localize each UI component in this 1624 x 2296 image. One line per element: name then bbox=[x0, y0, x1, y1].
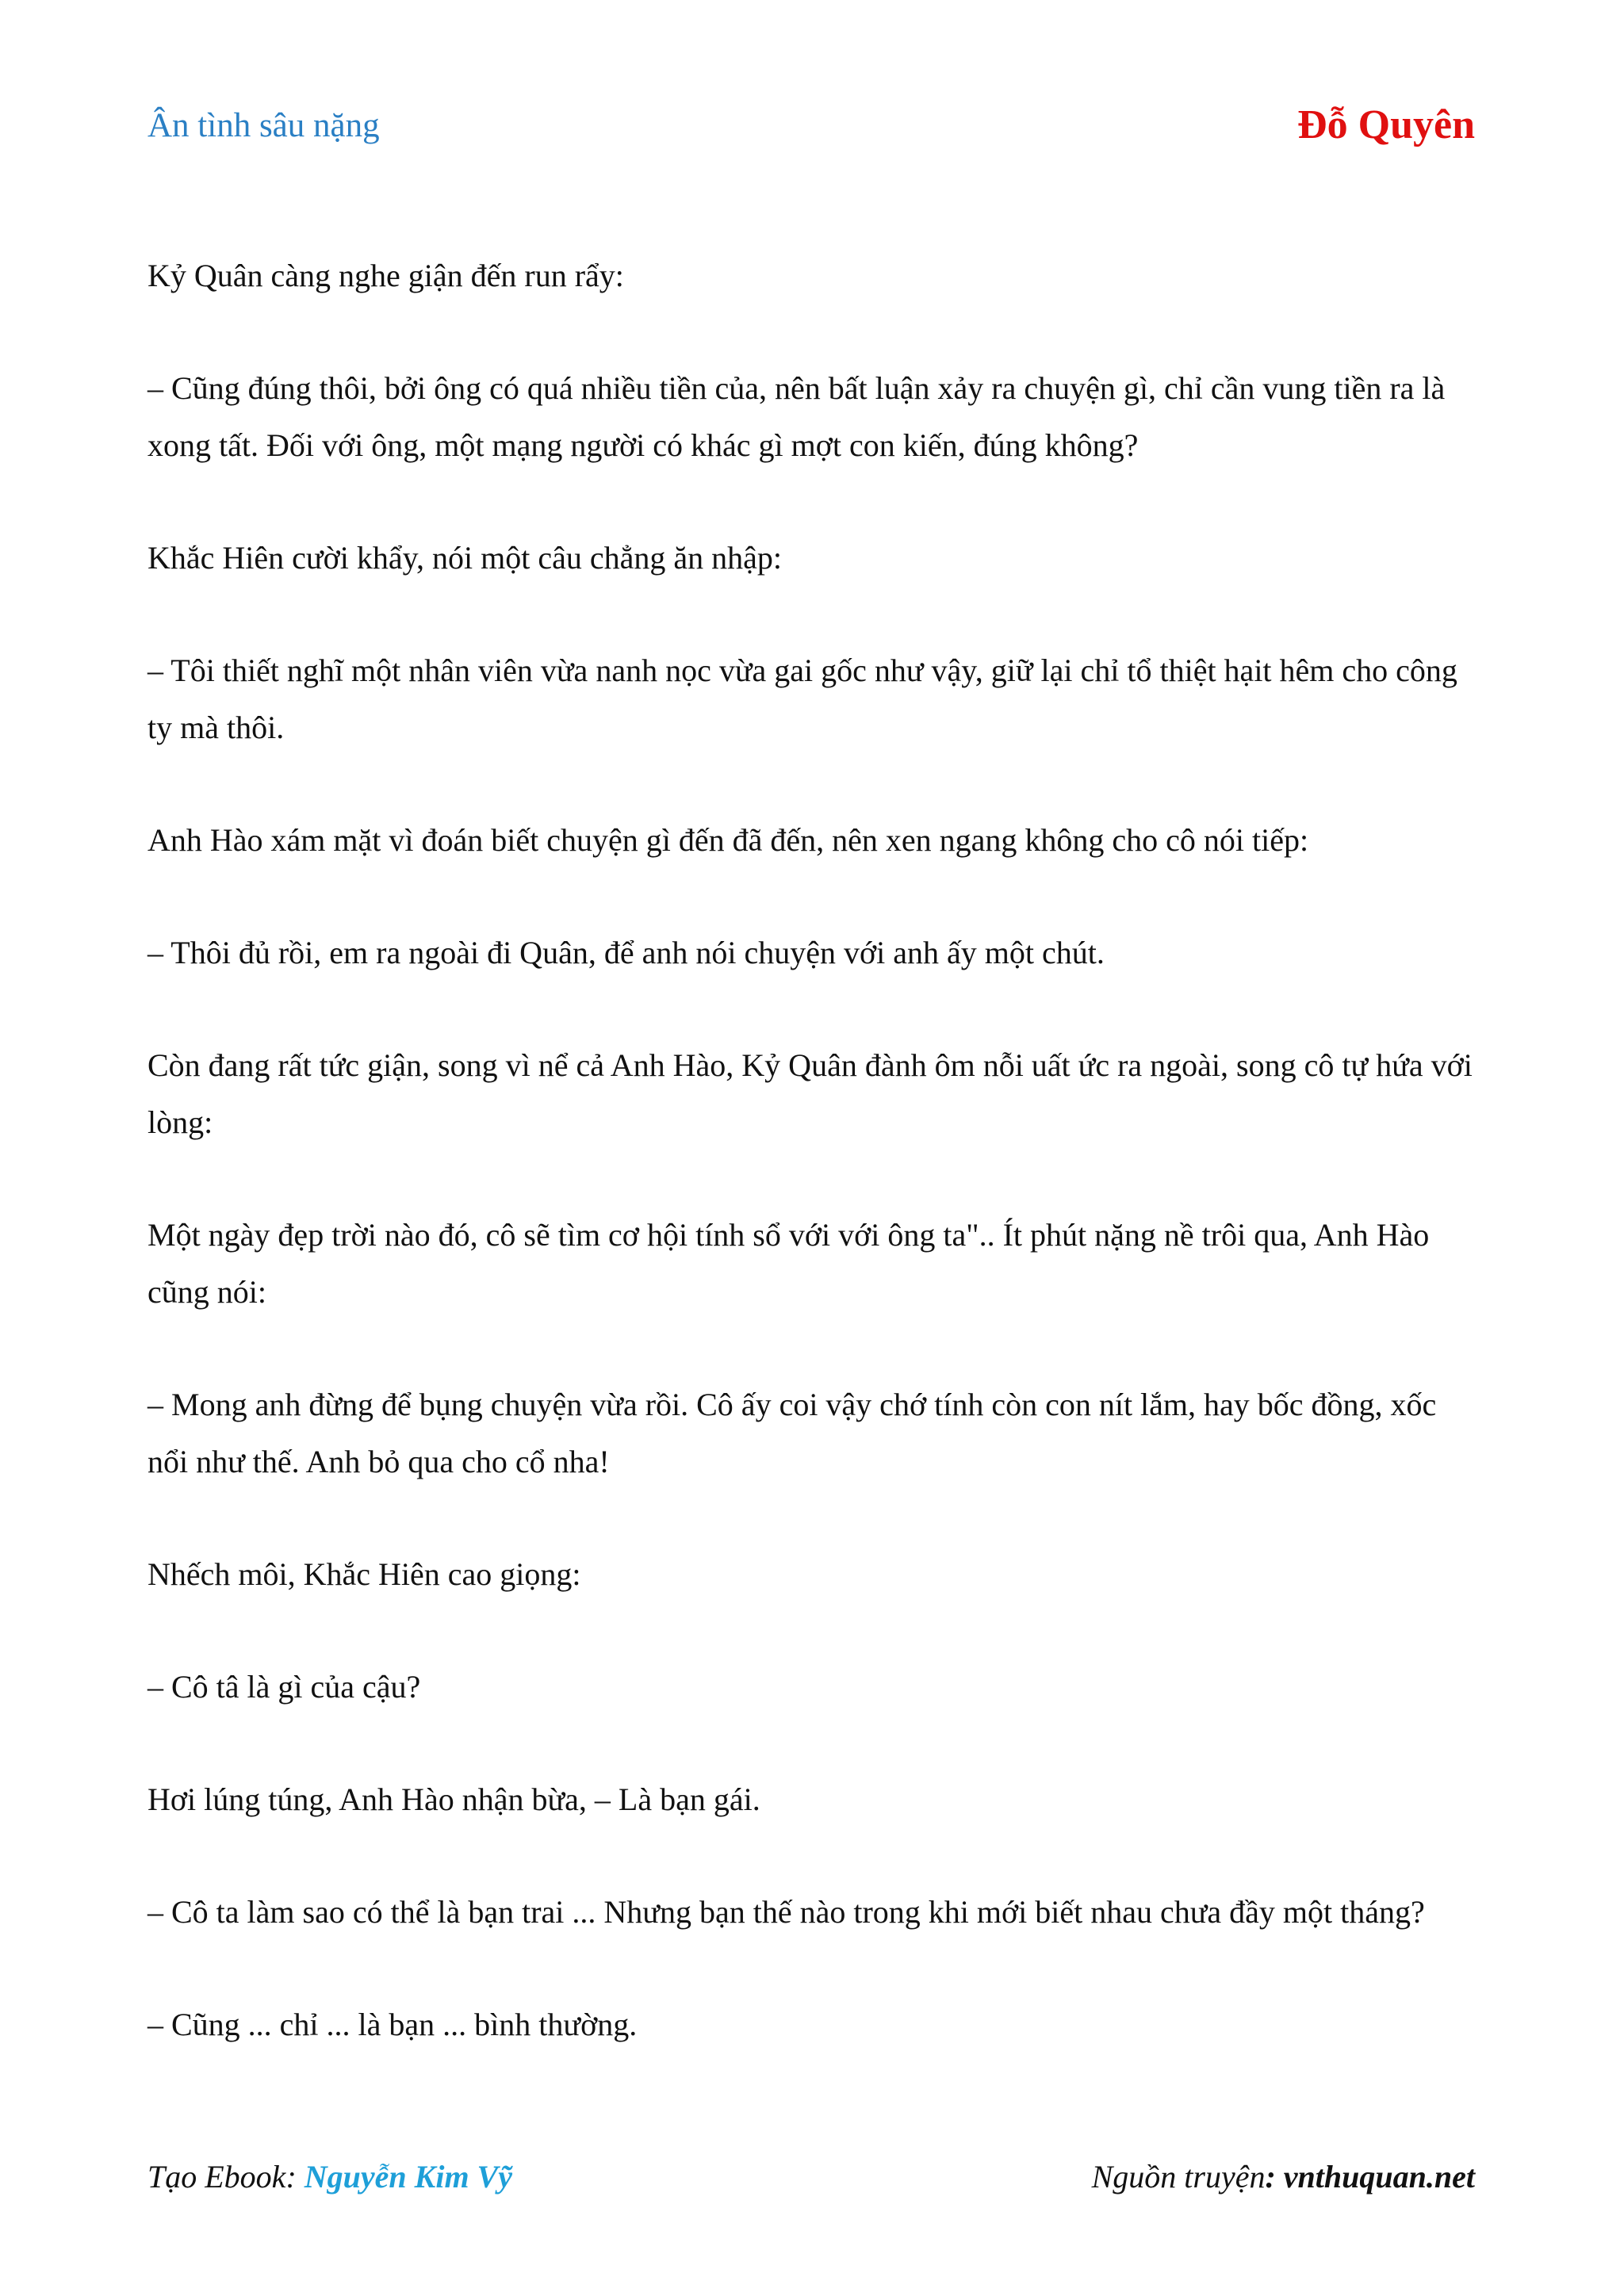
book-title: Ân tình sâu nặng bbox=[147, 107, 380, 144]
paragraph: – Cũng ... chỉ ... là bạn ... bình thường. bbox=[147, 2007, 638, 2042]
source-separator: : bbox=[1265, 2159, 1284, 2195]
author-name: Đỗ Quyên bbox=[1297, 102, 1475, 147]
paragraph: Khắc Hiên cười khẩy, nói một câu chẳng ăn nhập: bbox=[147, 540, 782, 576]
ebook-label: Tạo Ebook bbox=[147, 2159, 286, 2195]
paragraph: Anh Hào xám mặt vì đoán biết chuyện gì đến đã đến, nên xen ngang không cho cô nói tiếp: bbox=[147, 822, 1309, 858]
page-content bbox=[147, 247, 1477, 2109]
ebook-credit bbox=[147, 2158, 512, 2195]
paragraph: – Cô tâ là gì của cậu? bbox=[147, 1669, 421, 1705]
source-label: Nguồn truyện bbox=[1091, 2159, 1266, 2195]
paragraph: – Thôi đủ rồi, em ra ngoài đi Quân, để anh nói chuyện với anh ấy một chút. bbox=[147, 935, 1105, 970]
paragraph: Hơi lúng túng, Anh Hào nhận bừa, – Là bạn gái. bbox=[147, 1781, 760, 1817]
paragraph: Còn đang rất tức giận, song vì nể cả Anh Hào, Kỷ Quân đành ôm nỗi uất ức ra ngoài, song cô tự hứa với lòng: bbox=[147, 1047, 1473, 1140]
paragraph: Nhếch môi, Khắc Hiên cao giọng: bbox=[147, 1556, 581, 1592]
paragraph: – Cũng đúng thôi, bởi ông có quá nhiều tiền của, nên bất luận xảy ra chuyện gì, chỉ cần vung tiền ra là xong tất. Đối với ông, một mạng người có khác gì mợt con kiến, đúng không? bbox=[147, 370, 1446, 463]
source-site: vnthuquan.net bbox=[1283, 2159, 1475, 2195]
paragraph: – Mong anh đừng để bụng chuyện vừa rồi. Cô ấy coi vậy chớ tính còn con nít lắm, hay bốc đồng, xốc nổi như thế. Anh bỏ qua cho cổ nha! bbox=[147, 1387, 1437, 1479]
ebook-separator: : bbox=[285, 2159, 304, 2195]
ebook-creator-name: Nguyễn Kim Vỹ bbox=[304, 2159, 512, 2195]
page-footer bbox=[147, 2158, 1475, 2206]
paragraph: – Tôi thiết nghĩ một nhân viên vừa nanh nọc vừa gai gốc như vậy, giữ lại chỉ tổ thiệt hạit hêm cho công ty mà thôi. bbox=[147, 652, 1457, 745]
paragraph: Kỷ Quân càng nghe giận đến run rẩy: bbox=[147, 258, 624, 293]
paragraph: Một ngày đẹp trời nào đó, cô sẽ tìm cơ hội tính sổ với với ông ta".. Ít phút nặng nề trôi qua, Anh Hào cũng nói: bbox=[147, 1217, 1430, 1310]
page-header bbox=[147, 101, 1475, 157]
paragraph: – Cô ta làm sao có thể là bạn trai ... Nhưng bạn thế nào trong khi mới biết nhau chưa đầy một tháng? bbox=[147, 1894, 1425, 1930]
source-credit bbox=[1092, 2158, 1475, 2195]
